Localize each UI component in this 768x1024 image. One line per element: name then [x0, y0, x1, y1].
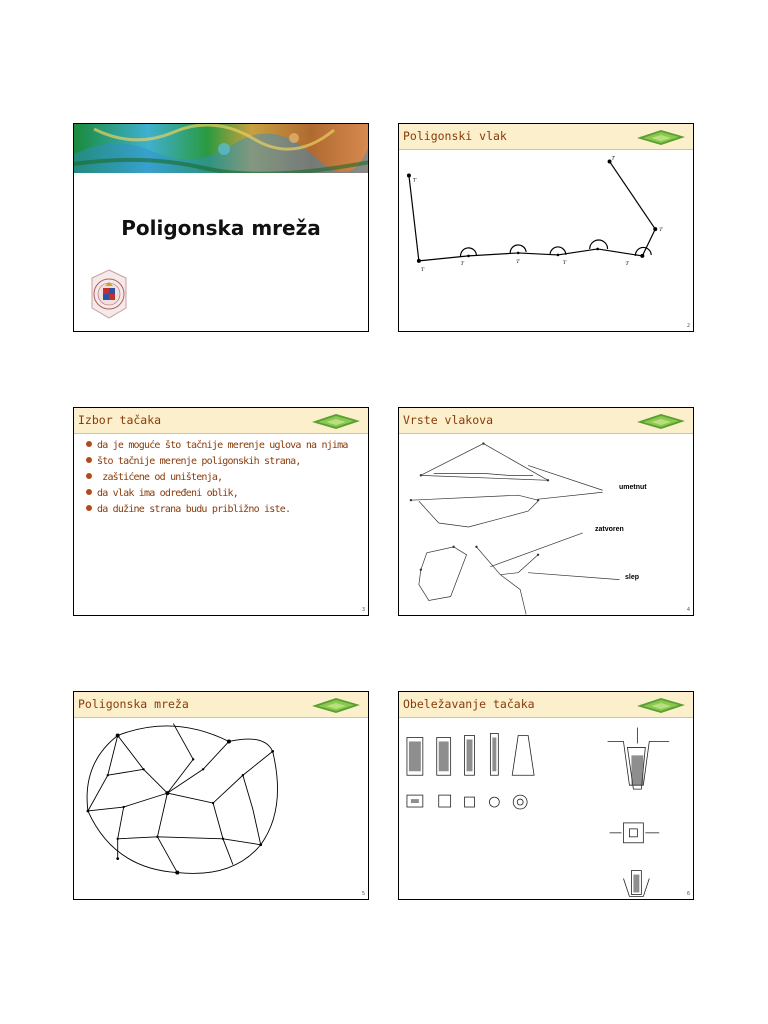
list-item: da vlak ima određeni oblik, — [86, 486, 348, 502]
slide-number: 4 — [686, 607, 690, 613]
label-slep: slep — [625, 574, 640, 581]
green-terrain-logo-icon — [635, 128, 687, 146]
green-terrain-logo-icon — [635, 696, 687, 714]
slide-number: 2 — [686, 323, 690, 329]
slide-6-point-marking — [398, 691, 694, 900]
green-terrain-logo-icon — [635, 412, 687, 430]
bullet-icon — [86, 457, 92, 463]
survey-markers-diagram — [399, 719, 693, 900]
slide-3-point-selection — [73, 407, 369, 616]
slide-header — [399, 408, 693, 434]
bullet-icon — [86, 441, 92, 447]
traverse-types-diagram — [399, 435, 693, 616]
list-item: što tačnije merenje poligonskih strana, — [86, 454, 348, 470]
terrain-map-image — [74, 124, 369, 173]
slide-5-traverse-network — [73, 691, 369, 900]
slide-title: Vrste vlakova — [403, 413, 494, 427]
slide-number: 3 — [361, 607, 365, 613]
criteria-list — [86, 438, 348, 518]
svg-text:T: T — [611, 155, 615, 162]
bullet-icon — [86, 505, 92, 511]
list-item: da je moguće što tačnije merenje uglova na njima — [86, 438, 348, 454]
slide-header — [399, 124, 693, 150]
slide-4-traverse-types — [398, 407, 694, 616]
label-umetnut: umetnut — [619, 484, 647, 491]
svg-text:T: T — [460, 260, 464, 267]
svg-text:T: T — [625, 260, 629, 267]
slide-1-title — [73, 123, 369, 332]
list-item: da dužine strana budu približno iste. — [86, 502, 348, 518]
svg-text:T: T — [659, 227, 663, 234]
bullet-icon — [86, 489, 92, 495]
svg-text:T: T — [420, 266, 425, 273]
slide-title: Poligonski vlak — [403, 129, 507, 143]
svg-text:T: T — [562, 259, 567, 266]
label-zatvoren: zatvoren — [595, 526, 624, 533]
traverse-diagram — [399, 151, 693, 332]
slide-header — [399, 692, 693, 718]
green-terrain-logo-icon — [310, 696, 362, 714]
green-terrain-logo-icon — [310, 412, 362, 430]
slide-title: Poligonska mreža — [78, 697, 189, 711]
slide-header — [74, 408, 368, 434]
slide-number: 6 — [686, 891, 690, 897]
slide-title: Izbor tačaka — [78, 413, 162, 427]
slide-title: Obeležavanje tačaka — [403, 697, 535, 711]
list-item: zaštićene od uništenja, — [86, 470, 348, 486]
svg-text:T: T — [516, 258, 520, 265]
network-diagram — [74, 719, 368, 900]
slide-2-traverse — [398, 123, 694, 332]
svg-text:T: T — [412, 177, 417, 184]
slide-header — [74, 692, 368, 718]
bullet-icon — [86, 473, 92, 479]
university-seal-icon — [88, 268, 130, 320]
slide-number: 5 — [361, 891, 365, 897]
presentation-title: Poligonska mreža — [121, 216, 321, 240]
